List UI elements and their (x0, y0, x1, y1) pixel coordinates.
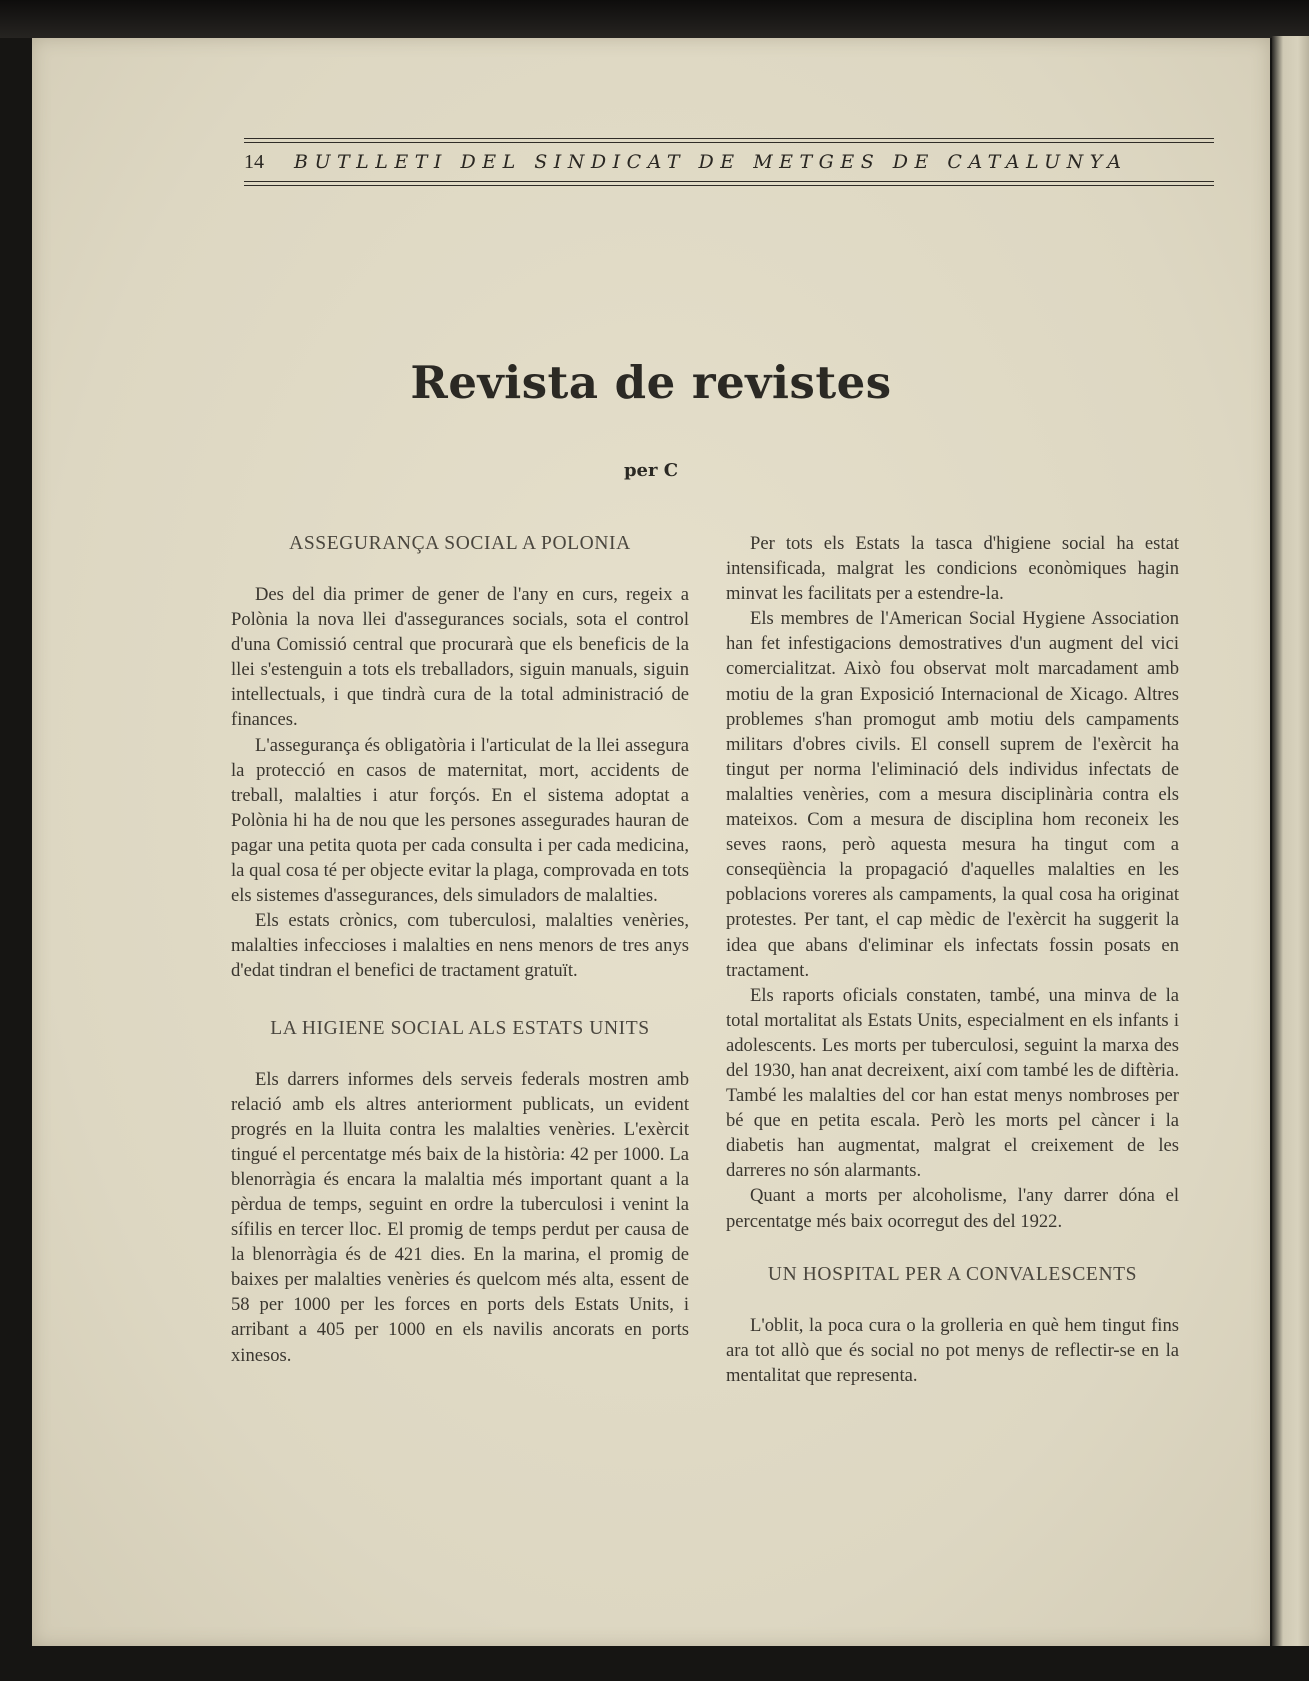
journal-page (32, 38, 1270, 1646)
paragraph: Per tots els Estats la tasca d'higiene social ha estat intensificada, malgrat les condicions econòmiques hagin minvat les facilitats per a estendre-la. (726, 533, 1179, 605)
header-line (244, 143, 1214, 181)
left-column (231, 531, 689, 1368)
right-column (726, 531, 1179, 1388)
section-heading: ASSEGURANÇA SOCIAL A POLONIA (289, 533, 631, 554)
section-heading: UN HOSPITAL PER A CONVALESCENTS (767, 1263, 1138, 1285)
page-number: 14 (244, 150, 264, 173)
running-header (244, 138, 1214, 186)
scan-top-edge (0, 0, 1309, 38)
paragraph: Des del dia primer de gener de l'any en curs, regeix a Polònia la nova llei d'assegurances socials, sota el control d'una Comissió central que procurarà que els beneficis de la llei s'estenguin a tots els treballadors, siguin manuals, siguin intellectuals, i que tindrà cura de la total administració de finances. (231, 584, 689, 731)
paragraph: Els raports oficials constaten, també, una minva de la total mortalitat als Estats Units, especialment en els infants i adolescents. Les morts per tuberculosi, seguint la marxa des del 1930, han anat decreixent, així com també les de diftèria. També les malalties del cor han estat menys nombroses per bé que en petita escala. Però les morts pel càncer i la diabetis han augmentat, malgrat el creixement de les darreres no són alarmants. (726, 984, 1179, 1182)
header-rule-bottom-thin (244, 181, 1214, 182)
paragraph: Els membres de l'American Social Hygiene Association han fet infestigacions demostratives d'un augment del vici comercialitzat. Això fou observat molt marcadament amb motiu de la gran Exposició Internacional de Xicago. Altres problemes s'han promogut amb motiu dels campaments militars d'obres civils. El consell suprem de l'exèrcit ha tingut per norma l'eliminació dels individus infectats de malalties venèries, com a mesura disciplinària contra els mateixos. Com a mesura de disciplina hom reconeix les seves raons, però aquesta mesura ha tingut com a conseqüència la propagació d'aquelles malalties en les poblacions voreres als campaments, la qual cosa ha originat protestes. Per tant, el cap mèdic de l'exèrcit ha suggerit la idea que abans d'eliminar els infectats fossin posats en tractament. (726, 608, 1179, 981)
facing-page-edge (1272, 36, 1309, 1646)
article-byline: per C (623, 460, 679, 481)
paragraph: L'assegurança és obligatòria i l'articulat de la llei assegura la protecció en casos de maternitat, mort, accidents de treball, malalties i atur forçós. En el sistema adoptat a Polònia hi ha de nou que les persones assegurades hauran de pagar una petita quota per cada consulta i per cada medicina, la qual cosa té per objecte evitar la plaga, comprovada en tots els sistemes d'assegurances, dels simuladors de malalties. (231, 734, 689, 907)
paragraph: Els darrers informes dels serveis federals mostren amb relació amb els altres anteriorment publicats, un evident progrés en la lluita contra les malalties venèries. L'exèrcit tingué el percentatge més baix de la història: 42 per 1000. La blenorràgia és encara la malaltia més important quant a la pèrdua de temps, seguint en ordre la tuberculosi i venint la sífilis en tercer lloc. El promig de temps perdut per causa de la blenorràgia és de 421 dies. En la marina, el promig de baixes per malalties venèries és quelcom més alta, essent de 58 per 1000 per les forces en ports dels Estats Units, i arribant a 405 per 1000 en els navilis ancorats en ports xinesos. (231, 1068, 689, 1366)
header-rule-top (244, 138, 1214, 139)
header-rule-bottom (244, 185, 1214, 186)
paragraph: Quant a morts per alcoholisme, l'any darrer dóna el percentatge més baix ocorregut des del 1922. (726, 1185, 1179, 1232)
paragraph: Els estats crònics, com tuberculosi, malalties venèries, malalties infeccioses i malalties en nens menors de tres anys d'edat tindran el benefici de tractament gratuït. (231, 910, 689, 982)
section-heading: LA HIGIENE SOCIAL ALS ESTATS UNITS (270, 1017, 650, 1039)
article-title: Revista de revistes (410, 356, 892, 409)
running-title: BUTLLETI DEL SINDICAT DE METGES DE CATALUNYA (294, 151, 1128, 173)
paragraph: L'oblit, la poca cura o la grolleria en què hem tingut fins ara tot allò que és social no pot menys de reflectir-se en la mentalitat que representa. (726, 1314, 1179, 1386)
